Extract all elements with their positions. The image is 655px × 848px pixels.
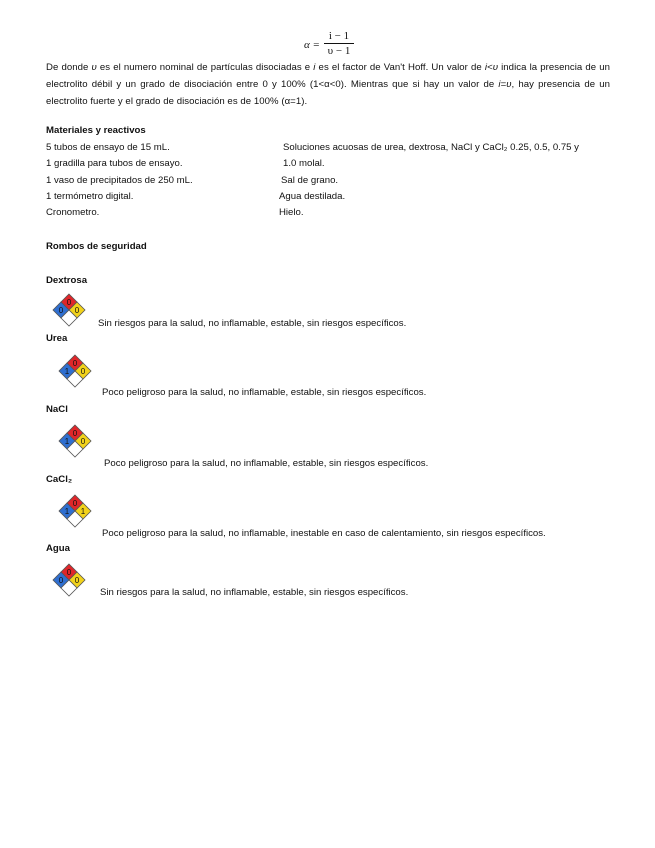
materials-left: Cronometro.: [46, 207, 100, 218]
substance-description: Poco peligroso para la salud, no inflamable, estable, sin riesgos específicos.: [102, 387, 427, 398]
nfpa-diamond-icon: [58, 494, 92, 528]
alpha-formula: [300, 30, 360, 60]
materials-right: Sal de grano.: [281, 175, 339, 186]
flammability-value: 0: [72, 359, 78, 368]
flammability-value: 0: [66, 568, 72, 577]
materials-right: Agua destilada.: [279, 191, 346, 202]
reactivity-value: 0: [80, 367, 86, 376]
para-part: , hay presencia de un electrolito fuerte y el grado de disociación es de 100% (α=1).: [46, 79, 610, 107]
formula-fraction: [324, 30, 354, 57]
para-part: De donde: [46, 62, 92, 73]
substance-name: Dextrosa: [46, 275, 88, 286]
nfpa-diamond-icon: [58, 424, 92, 458]
materials-row: [46, 191, 616, 207]
substance-name: CaCl₂: [46, 474, 73, 485]
substance-description: Sin riesgos para la salud, no inflamable, estable, sin riesgos específicos.: [100, 587, 409, 598]
substance-description: Sin riesgos para la salud, no inflamable, estable, sin riesgos específicos.: [98, 318, 407, 329]
materials-row: [46, 142, 616, 158]
materials-right: Soluciones acuosas de urea, dextrosa, NaCl y CaCl₂ 0.25, 0.5, 0.75 y: [283, 142, 579, 153]
para-part: es el numero nominal de partículas disociadas e: [96, 62, 314, 73]
substance-name: Agua: [46, 543, 70, 554]
substance-description: Poco peligroso para la salud, no inflamable, inestable en caso de calentamiento, sin riesgos específicos.: [102, 528, 546, 539]
flammability-value: 0: [66, 298, 72, 307]
substance-description: Poco peligroso para la salud, no inflamable, estable, sin riesgos específicos.: [104, 458, 429, 469]
materials-left: 5 tubos de ensayo de 15 mL.: [46, 142, 170, 153]
materials-heading: Materiales y reactivos: [46, 125, 146, 136]
health-value: 1: [64, 367, 70, 376]
materials-row: [46, 207, 616, 223]
intro-paragraph: [46, 59, 610, 110]
reactivity-value: 0: [74, 576, 80, 585]
formula-denominator: υ − 1: [327, 45, 351, 57]
materials-right: 1.0 molal.: [283, 158, 325, 169]
materials-row: [46, 175, 616, 191]
reactivity-value: 0: [80, 437, 86, 446]
health-value: 1: [64, 507, 70, 516]
para-part: indica la presencia de un electrolito débil y un grado de disociación entre 0 y 100% (1<α<0). Mientras que si hay un valor de: [46, 62, 611, 90]
nfpa-diamond-icon: [58, 354, 92, 388]
flammability-value: 0: [72, 429, 78, 438]
para-part-symbol: i<υ: [484, 62, 499, 73]
materials-row: [46, 158, 616, 174]
materials-right: Hielo.: [279, 207, 304, 218]
substance-name: NaCl: [46, 404, 68, 415]
para-part: es el factor de Van't Hoff. Un valor de: [315, 62, 485, 73]
nfpa-diamond-icon: [52, 563, 86, 597]
formula-numerator: i − 1: [324, 30, 354, 44]
reactivity-value: 1: [80, 507, 86, 516]
health-value: 0: [58, 576, 64, 585]
nfpa-diamond-icon: [52, 293, 86, 327]
materials-left: 1 gradilla para tubos de ensayo.: [46, 158, 183, 169]
reactivity-value: 0: [74, 306, 80, 315]
safety-heading: Rombos de seguridad: [46, 241, 147, 252]
health-value: 1: [64, 437, 70, 446]
para-part-symbol: i=υ: [498, 79, 512, 90]
materials-left: 1 vaso de precipitados de 250 mL.: [46, 175, 193, 186]
substance-name: Urea: [46, 333, 68, 344]
flammability-value: 0: [72, 499, 78, 508]
para-part-symbol: i: [313, 62, 316, 73]
materials-left: 1 termómetro digital.: [46, 191, 134, 202]
health-value: 0: [58, 306, 64, 315]
formula-lhs: α =: [304, 39, 320, 51]
para-part-symbol: υ: [91, 62, 97, 73]
